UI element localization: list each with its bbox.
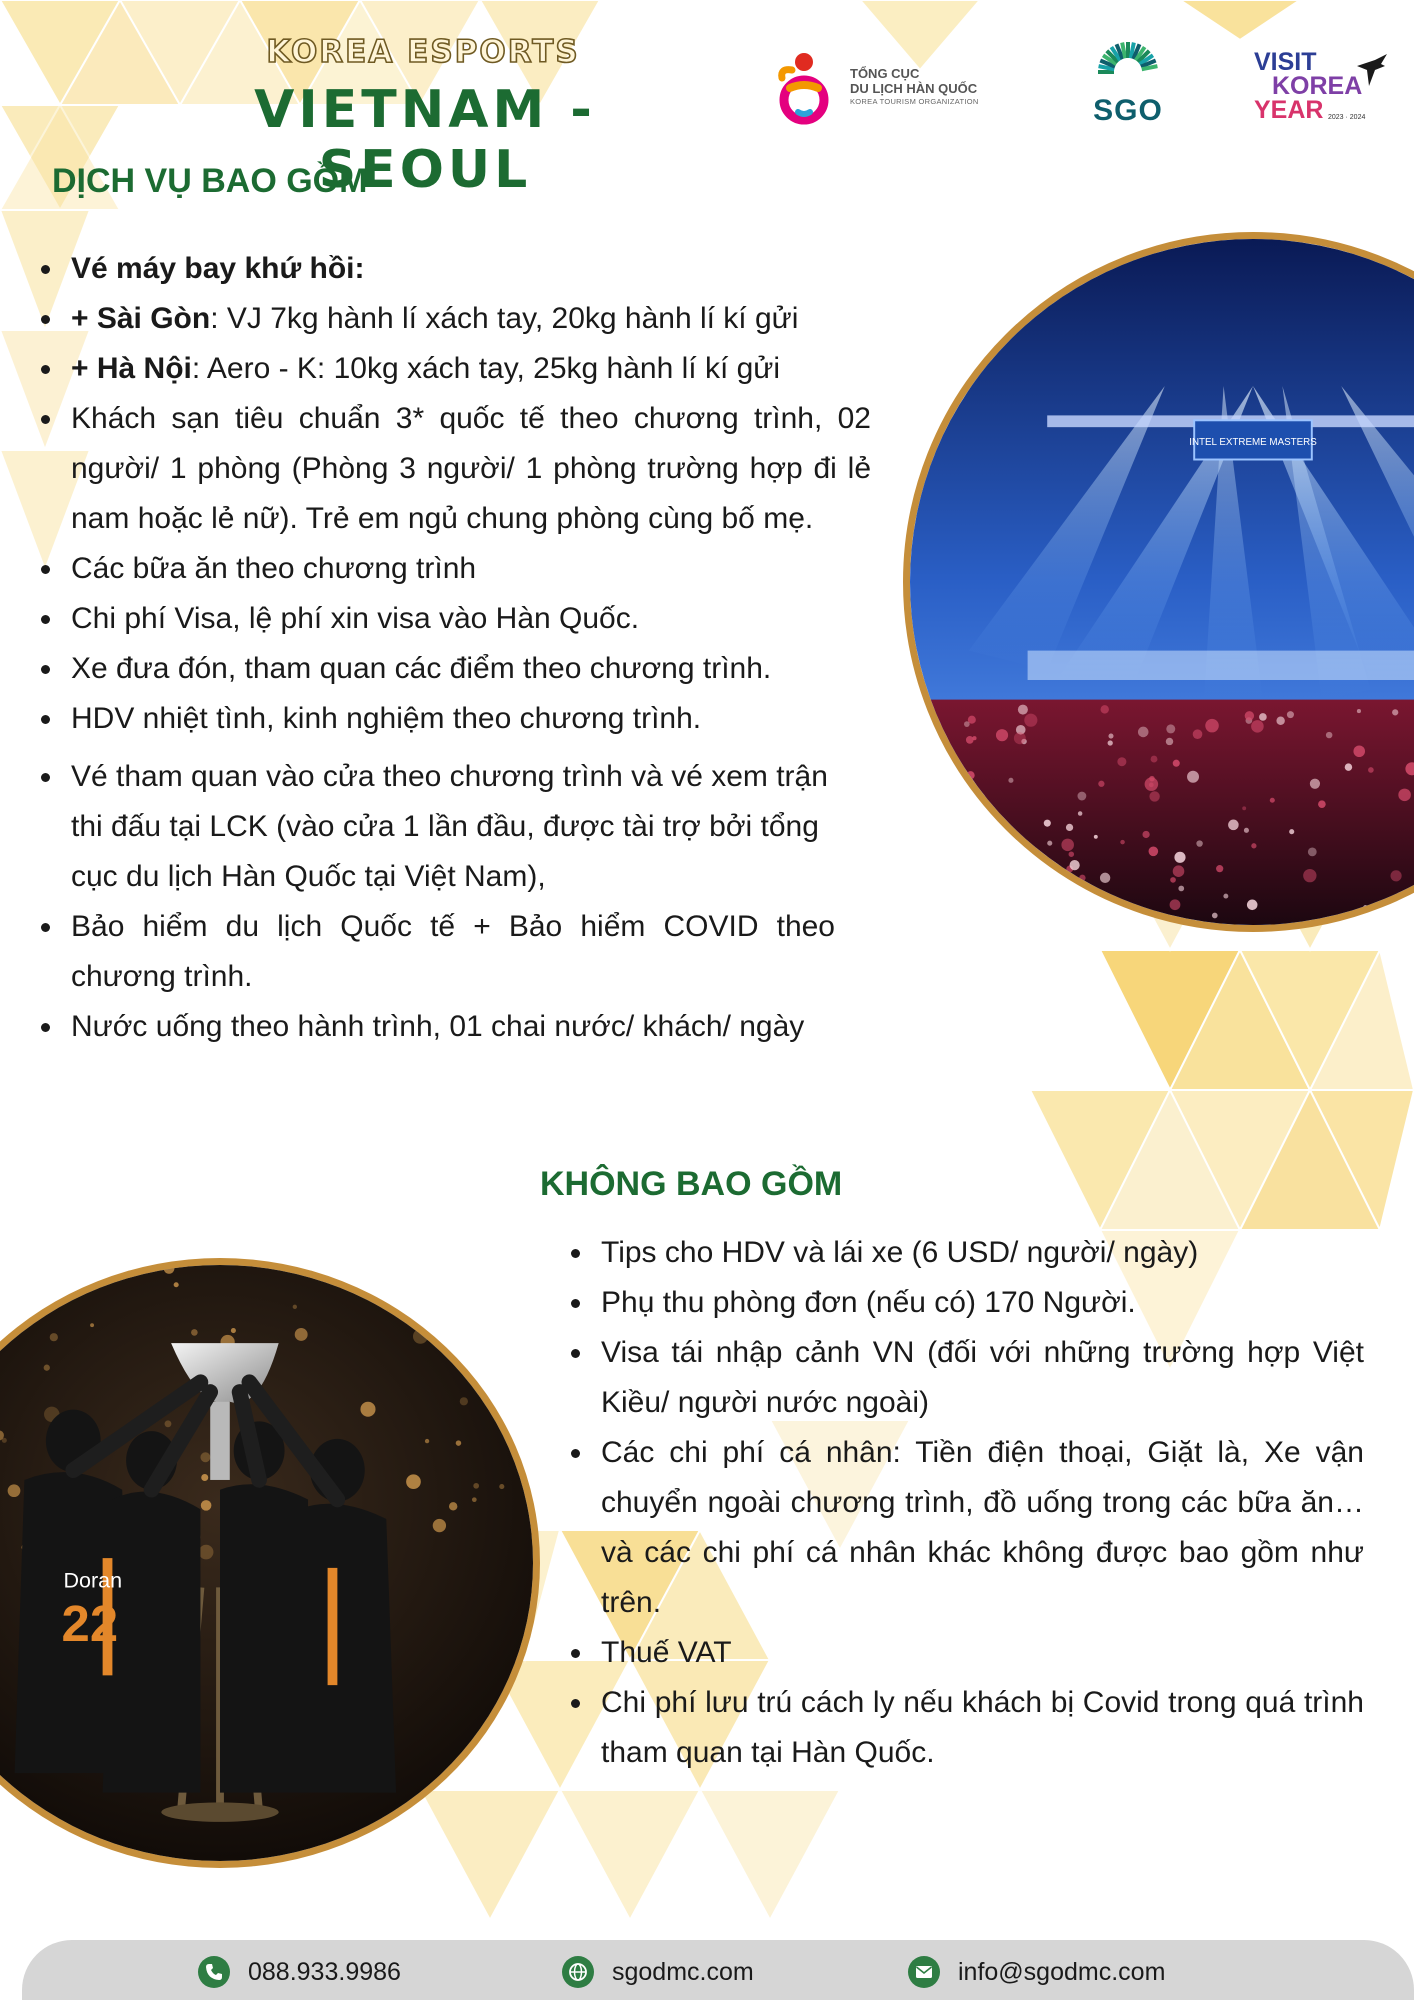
- sgo-wordmark: SGO: [1093, 94, 1163, 127]
- brand-title: VIETNAM - SEOUL: [254, 80, 596, 200]
- jersey-number: 22: [61, 1595, 119, 1653]
- bg-triangle: [1180, 0, 1300, 40]
- list-item: HDV nhiệt tình, kinh nghiệm theo chương trình.: [71, 694, 871, 744]
- crowd-dot: [1398, 789, 1411, 802]
- list-item: Khách sạn tiêu chuẩn 3* quốc tế theo chương trình, 02 người/ 1 phòng (Phòng 3 người/ 1 phòng trường hợp đi lẻ nam hoặc lẻ nữ). Trẻ em ngủ chung phòng cùng bố mẹ.: [71, 394, 871, 544]
- crowd-dot: [1216, 865, 1223, 872]
- kto-logo: [770, 48, 1000, 128]
- bokeh-light: [406, 1474, 421, 1489]
- list-item: Xe đưa đón, tham quan các điểm theo chương trình.: [71, 644, 871, 694]
- phone-icon: [198, 1956, 230, 1988]
- team-illustration: [0, 1265, 533, 1861]
- bokeh-light: [201, 1500, 212, 1511]
- bokeh-light: [50, 1333, 58, 1341]
- excluded-list: [601, 1228, 1364, 1778]
- crowd-dot: [1120, 840, 1125, 845]
- crowd-dot: [1117, 757, 1126, 766]
- brand-subtitle: KOREA ESPORTS: [266, 34, 580, 70]
- crowd-dot: [1310, 779, 1320, 789]
- list-item: Tips cho HDV và lái xe (6 USD/ người/ ngày): [601, 1228, 1364, 1278]
- bokeh-light: [295, 1328, 308, 1341]
- crowd-dot: [1392, 709, 1398, 715]
- kto-line-3: KOREA TOURISM ORGANIZATION: [850, 97, 979, 106]
- crowd-dot: [1251, 843, 1256, 848]
- crowd-dot: [1228, 820, 1239, 831]
- email-address: info@sgodmc.com: [958, 1957, 1166, 1986]
- crowd-dot: [1145, 777, 1159, 791]
- crowd-dot: [1174, 852, 1185, 863]
- crowd-dot: [1149, 847, 1159, 857]
- crowd-dot: [1061, 839, 1074, 852]
- list-item: Vé máy bay khứ hồi:: [71, 244, 871, 294]
- list-item: Chi phí Visa, lệ phí xin visa vào Hàn Quốc.: [71, 594, 871, 644]
- crowd-dot: [1173, 865, 1185, 877]
- crowd-dot: [1094, 835, 1098, 839]
- crowd-dot: [1287, 711, 1294, 718]
- crowd-dot: [1390, 870, 1401, 881]
- crowd-dot: [964, 721, 970, 727]
- crowd-dot: [1303, 869, 1316, 882]
- vky-line-2: KOREA: [1272, 72, 1363, 100]
- crowd-dot: [1193, 729, 1203, 739]
- contact-email[interactable]: [908, 1955, 1165, 1989]
- crowd-dot: [966, 771, 974, 779]
- contact-phone[interactable]: [198, 1955, 401, 1989]
- bokeh-light: [456, 1440, 461, 1445]
- list-item: Thuế VAT: [601, 1628, 1364, 1678]
- crowd-dot: [1170, 899, 1181, 910]
- crowd-dot: [1079, 875, 1085, 881]
- crowd-dot: [1044, 820, 1051, 827]
- crowd-dot: [996, 729, 1008, 741]
- crowd-dot: [1142, 831, 1149, 838]
- crowd-dot: [1276, 717, 1284, 725]
- bokeh-light: [90, 1323, 94, 1327]
- bokeh-light: [460, 1397, 468, 1405]
- bokeh-light: [165, 1420, 172, 1427]
- crowd-dot: [1357, 709, 1361, 713]
- website-link: sgodmc.com: [612, 1957, 754, 1986]
- crowd-dot: [979, 794, 985, 800]
- bokeh-light: [499, 1484, 504, 1489]
- crowd-dot: [1098, 781, 1104, 787]
- crowd-dot: [1170, 877, 1176, 883]
- bokeh-light: [449, 1502, 457, 1510]
- bokeh-light: [44, 1365, 50, 1371]
- list-item: Nước uống theo hành trình, 01 chai nước/ khách/ ngày: [71, 1002, 835, 1052]
- crowd-dot: [1363, 905, 1368, 910]
- bokeh-light: [191, 1329, 198, 1336]
- excluded-heading: KHÔNG BAO GỒM: [540, 1165, 843, 1203]
- crowd-dot: [1018, 705, 1028, 715]
- list-item: Các bữa ăn theo chương trình: [71, 544, 871, 594]
- crowd-dot: [1259, 713, 1267, 721]
- bokeh-light: [425, 1439, 429, 1443]
- bokeh-light: [200, 1452, 210, 1462]
- crowd-dot: [1151, 756, 1158, 763]
- contact-website[interactable]: [562, 1955, 754, 1989]
- bokeh-light: [413, 1329, 428, 1344]
- crowd-dot: [1244, 828, 1249, 833]
- crowd-dot: [1318, 800, 1326, 808]
- bokeh-light: [472, 1497, 477, 1502]
- crowd-dot: [1251, 720, 1264, 733]
- crowd-dot: [1066, 824, 1073, 831]
- crowd-dot: [1247, 900, 1258, 911]
- crowd-dot: [1101, 705, 1109, 713]
- included-list: [71, 244, 871, 1052]
- stage-screen-text: INTEL EXTREME MASTERS: [1189, 436, 1317, 448]
- mail-icon: [908, 1956, 940, 1988]
- crowd-dot: [1326, 732, 1332, 738]
- vky-years: 2023 · 2024: [1328, 114, 1366, 121]
- vky-line-1: VISIT: [1254, 48, 1317, 76]
- crowd-dot: [1308, 847, 1317, 856]
- crowd-dot: [1108, 740, 1113, 745]
- crowd-dot: [1008, 778, 1013, 783]
- list-item: Chi phí lưu trú cách ly nếu khách bị Covid trong quá trình tham quan tại Hàn Quốc.: [601, 1678, 1364, 1778]
- vky-line-3: YEAR: [1254, 96, 1324, 124]
- list-item: Visa tái nhập cảnh VN (đối với những trường hợp Việt Kiều/ người nước ngoài): [601, 1328, 1364, 1428]
- bg-triangle: [700, 1790, 840, 1920]
- crowd-dot: [1223, 894, 1228, 899]
- crowd-dot: [966, 736, 974, 744]
- list-item: Các chi phí cá nhân: Tiền điện thoại, Giặt là, Xe vận chuyển ngoài chương trình, đồ uống trong các bữa ăn… và các chi phí cá nhân khác không được bao gồm như trên.: [601, 1428, 1364, 1628]
- phone-number: 088.933.9986: [248, 1957, 401, 1986]
- visit-korea-year-logo: [1250, 50, 1390, 130]
- crowd-dot: [1345, 763, 1352, 770]
- crowd-dot: [1178, 886, 1184, 892]
- crowd-dot: [1289, 829, 1294, 834]
- list-item: Bảo hiểm du lịch Quốc tế + Bảo hiểm COVID theo chương trình.: [71, 902, 835, 1002]
- crowd-dot: [1173, 760, 1180, 767]
- crowd-dot: [1108, 734, 1113, 739]
- bokeh-light: [199, 1545, 214, 1560]
- bokeh-light: [2, 1438, 7, 1443]
- kto-mark-icon: [770, 48, 846, 128]
- bg-triangle: [560, 1790, 700, 1920]
- bird-icon: [1355, 52, 1389, 88]
- sgo-mark-icon: [1080, 38, 1176, 94]
- bokeh-light: [231, 1328, 236, 1333]
- bokeh-light: [293, 1305, 297, 1309]
- crowd-dot: [1166, 738, 1173, 745]
- sgo-logo: [1080, 38, 1176, 134]
- list-item: Phụ thu phòng đơn (nếu có) 170 Người.: [601, 1278, 1364, 1328]
- crowd-dot: [1014, 732, 1026, 744]
- list-item: + Hà Nội: Aero - K: 10kg xách tay, 25kg hành lí kí gửi: [71, 344, 871, 394]
- crowd-dot: [1024, 714, 1037, 727]
- crowd-dot: [1077, 792, 1086, 801]
- bokeh-light: [433, 1519, 446, 1532]
- crowd-dot: [1353, 745, 1365, 757]
- bokeh-light: [360, 1402, 375, 1417]
- crowd-dot: [1078, 811, 1083, 816]
- crowd-dot: [1212, 913, 1218, 919]
- bokeh-light: [473, 1483, 479, 1489]
- bokeh-light: [174, 1282, 179, 1287]
- crowd-dot: [1245, 711, 1254, 720]
- crowd-dot: [1242, 806, 1246, 810]
- included-heading: DỊCH VỤ BAO GỒM: [52, 162, 368, 200]
- crowd-dot: [1100, 873, 1110, 883]
- crowd-dot: [1070, 860, 1080, 870]
- bg-triangle: [420, 1790, 560, 1920]
- crowd-dot: [1069, 852, 1074, 857]
- bokeh-light: [201, 1474, 208, 1481]
- crowd-dot: [1047, 841, 1052, 846]
- crowd-dot: [1270, 798, 1275, 803]
- crowd-dot: [1166, 724, 1175, 733]
- jersey-name: Doran: [63, 1568, 123, 1593]
- crowd-dot: [1368, 767, 1374, 773]
- crowd-dot: [1196, 840, 1202, 846]
- globe-icon: [562, 1956, 594, 1988]
- crowd-dot: [1205, 719, 1219, 733]
- bokeh-light: [8, 1484, 21, 1497]
- kto-line-1: TỔNG CỤC: [850, 66, 920, 81]
- list-item: + Sài Gòn: VJ 7kg hành lí xách tay, 20kg hành lí kí gửi: [71, 294, 871, 344]
- crowd-dot: [972, 736, 976, 740]
- crowd-dot: [1138, 727, 1149, 738]
- list-item: Vé tham quan vào cửa theo chương trình và vé xem trận thi đấu tại LCK (vào cửa 1 lần đầu, được tài trợ bởi tổng cục du lịch Hàn Quốc tại Việt Nam),: [71, 752, 835, 902]
- crowd-dot: [1149, 791, 1159, 801]
- kto-line-2: DU LỊCH HÀN QUỐC: [850, 81, 978, 96]
- crowd-dot: [1187, 771, 1199, 783]
